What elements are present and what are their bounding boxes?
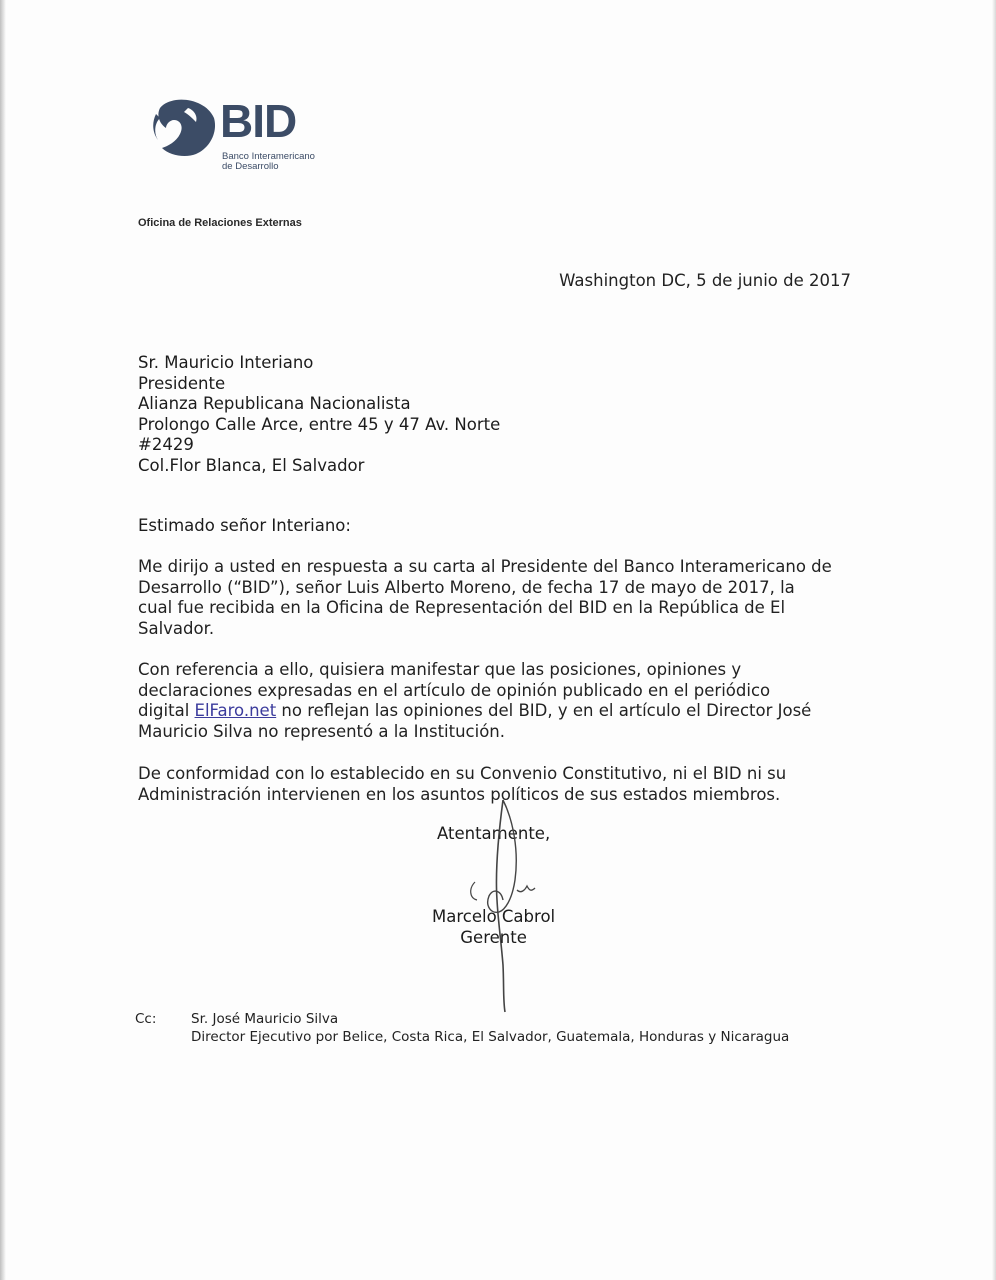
paragraph-line: cual fue recibida en la Oficina de Representación del BID en la República de El [138,598,786,617]
letter-date: Washington DC, 5 de junio de 2017 [559,271,851,290]
signer-title: Gerente [460,928,527,947]
address-line: Sr. Mauricio Interiano [138,353,314,372]
signer-name: Marcelo Cabrol [432,907,556,926]
logo-subtitle-line: de Desarrollo [222,161,279,172]
address-line: Prolongo Calle Arce, entre 45 y 47 Av. Norte [138,414,501,434]
paragraph-line: Mauricio Silva no representó a la Institución. [138,721,506,741]
handwritten-signature [455,790,565,1020]
paragraph-line: declaraciones expresadas en el artículo de opinión publicado en el periódico [138,680,771,700]
paragraph-text: digital [138,701,195,720]
cc-name: Sr. José Mauricio Silva [191,1011,339,1027]
paragraph-line: Administración intervienen en los asuntos políticos de sus estados miembros. [138,784,781,804]
page-edge-shadow-right [992,0,996,1280]
signer-block [432,906,555,948]
cc-recipient [191,1010,789,1046]
logo-subtitle-line: Banco Interamericano [222,151,315,162]
address-line: Col.Flor Blanca, El Salvador [138,455,365,475]
logo-subtitle [222,152,315,172]
paragraph-line: Desarrollo (“BID”), señor Luis Alberto Moreno, de fecha 17 de mayo de 2017, la [138,577,795,597]
elfaro-link[interactable]: ElFaro.net [194,701,277,720]
address-line: #2429 [138,435,194,454]
body-paragraph-2 [138,660,868,742]
office-name: Oficina de Relaciones Externas [138,217,302,229]
paragraph-text: no reflejan las opiniones del BID, y en el artículo el Director José [276,701,812,720]
address-line: Alianza Republicana Nacionalista [138,394,411,413]
globe-icon [150,98,216,158]
paragraph-line: Salvador. [138,618,215,638]
paragraph-line: De conformidad con lo establecido en su Convenio Constitutivo, ni el BID ni su [138,764,787,783]
address-line: Presidente [138,373,226,393]
paragraph-line: Con referencia a ello, quisiera manifestar que las posiciones, opiniones y [138,660,742,679]
paragraph-line: Me dirijo a usted en respuesta a su carta al Presidente del Banco Interamericano de [138,557,832,576]
salutation: Estimado señor Interiano: [138,516,351,535]
cc-title: Director Ejecutivo por Belice, Costa Rica, El Salvador, Guatemala, Honduras y Nicaragua [191,1029,790,1045]
recipient-address [138,353,500,476]
page-edge-shadow [0,0,6,1280]
cc-label: Cc: [135,1011,157,1027]
bid-logo [150,95,350,178]
closing: Atentamente, [437,824,551,843]
paragraph-line [138,701,868,722]
body-paragraph-1 [138,557,868,639]
logo-wordmark: BID [220,95,297,147]
